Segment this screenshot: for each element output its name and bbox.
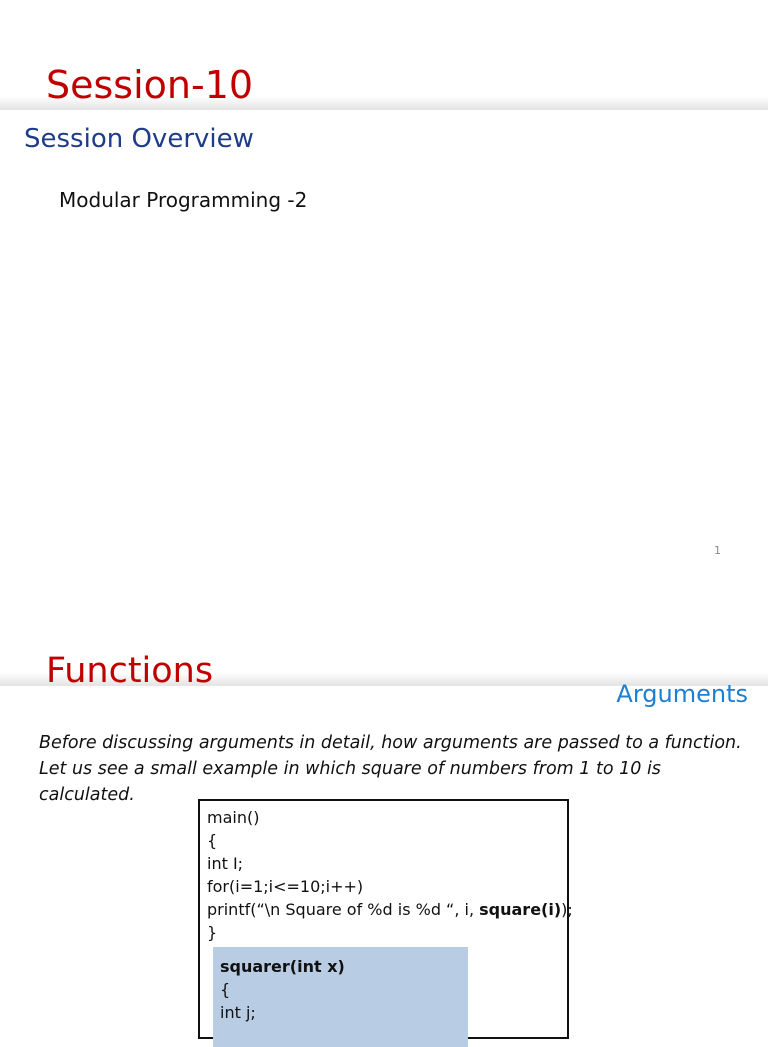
- code-line: {: [220, 980, 231, 999]
- intro-line: Before discussing arguments in detail, how arguments are passed to a function.: [39, 733, 742, 753]
- slide-title: Session-10: [46, 63, 254, 107]
- code-line-printf: [207, 898, 573, 921]
- page-number: 1: [714, 544, 721, 557]
- code-line: int I;: [207, 854, 244, 873]
- session-overview-heading: Session Overview: [24, 124, 254, 154]
- intro-line: Let us see a small example in which square of numbers from 1 to 10 is calculated.: [39, 759, 661, 805]
- function-definition-box: [213, 947, 468, 1047]
- code-text: printf(“\n Square of %d is %d “, i,: [207, 900, 480, 919]
- code-line: for(i=1;i<=10;i++): [207, 877, 364, 896]
- slide-2: [0, 640, 768, 1024]
- intro-paragraph: [39, 730, 754, 808]
- arguments-heading: Arguments: [616, 680, 748, 708]
- code-example-box: [198, 799, 573, 1039]
- code-text: );: [561, 900, 573, 919]
- code-line: {: [207, 831, 218, 850]
- code-line: main(): [207, 808, 260, 827]
- code-bold-call: square(i): [479, 900, 562, 919]
- function-signature: squarer(int x): [220, 957, 345, 976]
- code-line: int j;: [220, 1003, 256, 1022]
- slide-title: Functions: [46, 651, 214, 691]
- code-line: }: [207, 923, 218, 942]
- overview-item: Modular Programming -2: [59, 188, 308, 212]
